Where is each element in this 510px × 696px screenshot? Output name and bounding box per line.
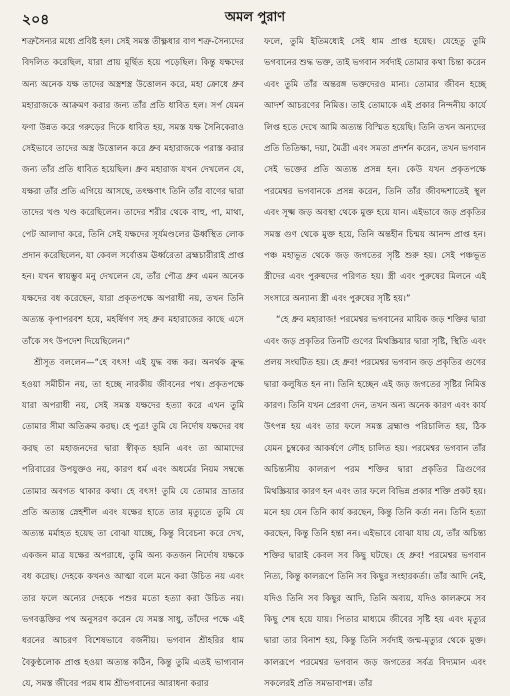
page-header xyxy=(16,6,494,28)
page-number: ২০৪ xyxy=(22,12,50,28)
paragraph: শ্রীসূত বললেন—“হে বৎস! এই যুদ্ধ বন্ধ কর। অনর্থক ক্রুদ্ধ হওয়া সমীচীন নয়, তা হচ্ছে নারকীয় জীবনের পথ। প্রকৃতপক্ষে যারা অপরাধী নয়, সেই সমস্ত যক্ষদের হত্যা করে এখন তুমি তোমার সীমা অতিক্রম করছ। হে পুত্র! তুমি যে নির্দোষ যক্ষদের বধ করছ তা মহাজনদের দ্বারা স্বীকৃত হয়নি এবং তা আমাদের পরিবারের উপযুক্তও নয়, কারণ ধর্ম এবং অধর্মের নিয়ম সম্বন্ধে তোমার অবগত থাকার কথা। হে বৎস! তুমি যে তোমার ভ্রাতার প্রতি অত্যন্ত স্নেহশীল এবং যক্ষের হাতে তার মৃত্যুতে তুমি যে অত্যন্ত মর্মাহত হয়েছ তা বোঝা যাচ্ছে, কিন্তু বিবেচনা করে দেখ, একজন মাত্র যক্ষের অপরাধে, তুমি অন্য কতজন নির্দোষ যক্ষকে বধ করেছ। দেহকে কখনও আত্মা বলে মনে করা উচিত নয় এবং তার ফলে অন্যের দেহকে পশুর মতো হত্যা করা উচিত নয়। ভগবদ্ভক্তির পথ অনুসরণ করেন যে সমস্ত সাধু, তাঁদের পক্ষে এই ধরনের আচরণ বিশেষভাবে বর্জনীয়। ভগবান শ্রীহরির ধাম বৈকুণ্ঠলোক প্রাপ্ত হওয়া অত্যন্ত কঠিন, কিন্তু তুমি এতই ভাগ্যবান যে, সমস্ত জীবের পরম ধাম শ্রীভগবানের আরাধনা করার xyxy=(22,358,244,690)
left-text-column xyxy=(22,32,244,690)
running-title: অমল পুরাণ xyxy=(224,10,286,25)
paragraph: শত্রুসৈন্যর মধ্যে প্রবিষ্ট হল। সেই সমস্ত তীক্ষ্ণধার বাণ শত্রু-সৈন্যদের বিদলিত করেছিল, যারা প্রায় মূর্ছিত হয়ে পড়েছিল। কিন্তু যক্ষদের অন্য অনেক যক্ষ তাদের অস্ত্রশস্ত্র উত্তোলন করে, মহা ক্রোধে ধ্রুব মহারাজকে আক্রমণ করার জন্য তাঁর প্রতি ধাবিত হল। সর্প যেমন ফণা উন্নত করে গরুড়ের দিকে ধাবিত হয়, সমস্ত যক্ষ সৈনিকেরাও সেইভাবে তাদের অস্ত্র উত্তোলন করে ধ্রুব মহারাজকে পরাস্ত করার জন্য তাঁর প্রতি ধাবিত হয়েছিল। ধ্রুব মহারাজ যখন দেখলেন যে, যক্ষরা তাঁর প্রতি এগিয়ে আসছে, তৎক্ষণাৎ তিনি তাঁর বাণের দ্বারা তাদের খণ্ড খণ্ড করেছিলেন। তাদের শরীর থেকে বাহু, পা, মাথা, পেট আলাদা করে, তিনি সেই যক্ষদের সূর্যমণ্ডলের ঊর্ধ্বস্থিত লোক প্রদান করেছিলেন, যা কেবল সর্বোত্তম ঊর্ধ্বরেতা ব্রহ্মচারীরাই প্রাপ্ত হন। যখন স্বায়ম্ভুব মনু দেখলেন যে, তাঁর পৌত্র ধ্রুব এমন অনেক যক্ষদের বধ করেছেন, যারা প্রকৃতপক্ষে অপরাধী নয়, তখন তিনি অত্যন্ত কৃপাপরবশ হয়ে, মহর্ষিগণ সহ ধ্রুব মহারাজের কাছে এসে তাঁকে সৎ উপদেশ দিয়েছিলেন।” xyxy=(22,37,244,347)
paragraph: ফলে, তুমি ইতিমধ্যেই সেই ধাম প্রাপ্ত হয়েছ। যেহেতু তুমি ভগবানের শুদ্ধ ভক্ত, তাই ভগবান সর্বদাই তোমার কথা চিন্তা করেন এবং তুমি তাঁর অন্তরঙ্গ ভক্তদেরও মান্য। তোমার জীবন হচ্ছে আদর্শ আচরণের নিমিত্ত। তাই তোমাকে এই প্রকার নিন্দনীয় কার্যে লিপ্ত হতে দেখে আমি অত্যন্ত বিস্মিত হয়েছি। তিনি তখন অন্যদের প্রতি তিতিক্ষা, দয়া, মৈত্রী এবং সমতা প্রদর্শন করেন, তখন ভগবান সেই ভক্তের প্রতি অত্যন্ত প্রসন্ন হন। কেউ যখন প্রকৃতপক্ষে পরমেশ্বর ভগবানকে প্রসন্ন করেন, তিনি তাঁর জীবদ্দশাতেই স্থূল এবং সূক্ষ্ম জড় অবস্থা থেকে মুক্ত হয়ে যান। এইভাবে জড় প্রকৃতির সমস্ত গুণ থেকে মুক্ত হয়ে, তিনি অন্তহীন চিন্ময় আনন্দ প্রাপ্ত হন। পঞ্চ মহাভূত থেকে জড় জগতের সৃষ্টি শুরু হয়। সেই পঞ্চভূত স্ত্রীদের এবং পুরুষদের পরিণত হয়। স্ত্রী এবং পুরুষের মিলনে এই সংসারে অন্যান্য স্ত্রী এবং পুরুষের সৃষ্টি হয়।” xyxy=(264,37,486,304)
paragraph: “হে ধ্রুব মহারাজ! পরমেশ্বর ভগবানের মায়িক জড় শক্তির দ্বারা এবং জড় প্রকৃতির তিনটি গুণের মিথস্ক্রিয়ার দ্বারা সৃষ্টি, স্থিতি এবং প্রলয় সংঘটিত হয়। হে ধ্রুব! পরমেশ্বর ভগবান জড় প্রকৃতির গুণের দ্বারা কলুষিত হন না। তিনি হচ্ছেন এই জড় জগতের সৃষ্টির নিমিত্ত কারণ। তিনি যখন প্রেরণা দেন, তখন অন্য অনেক কারণ এবং কার্য উৎপন্ন হয় এবং তার ফলে সমস্ত ব্রহ্মাণ্ড পরিচালিত হয়, ঠিক যেমন চুম্বকের আকর্ষণে লৌহ চালিত হয়। পরমেশ্বর ভগবান তাঁর অচিন্ত্যনীয় কালরূপ পরম শক্তির দ্বারা প্রকৃতির ত্রিগুণের মিথস্ক্রিয়ার কারণ হন এবং তার ফলে বিভিন্ন প্রকার শক্তি প্রকট হয়। মনে হয় যেন তিনি কার্য করছেন, কিন্তু তিনি কর্তা নন। তিনি হত্যা করছেন, কিন্তু তিনি হন্তা নন। এইভাবে বোঝা যায় যে, তাঁর অচিন্ত্য শক্তির দ্বারাই কেবল সব কিছু ঘটছে। হে ধ্রুব! পরমেশ্বর ভগবান নিত্য, কিন্তু কালরূপে তিনি সব কিছুর সংহারকর্তা। তাঁর আদি নেই, যদিও তিনি সব কিছুর আদি, তিনি অব্যয়, যদিও কালক্রমে সব কিছু শেষ হয়ে যায়। পিতার মাধ্যমে জীবের সৃষ্টি হয় এবং মৃত্যুর দ্বারা তার বিনাশ হয়, কিন্তু তিনি সর্বদাই জন্ম-মৃত্যুর থেকে মুক্ত। কালরূপে পরমেশ্বর ভগবান জড় জগতের সর্বত্র বিদ্যমান এবং সকলেরই প্রতি সমভাবাপন্ন। তাঁর xyxy=(264,315,486,690)
right-text-column xyxy=(264,32,486,690)
